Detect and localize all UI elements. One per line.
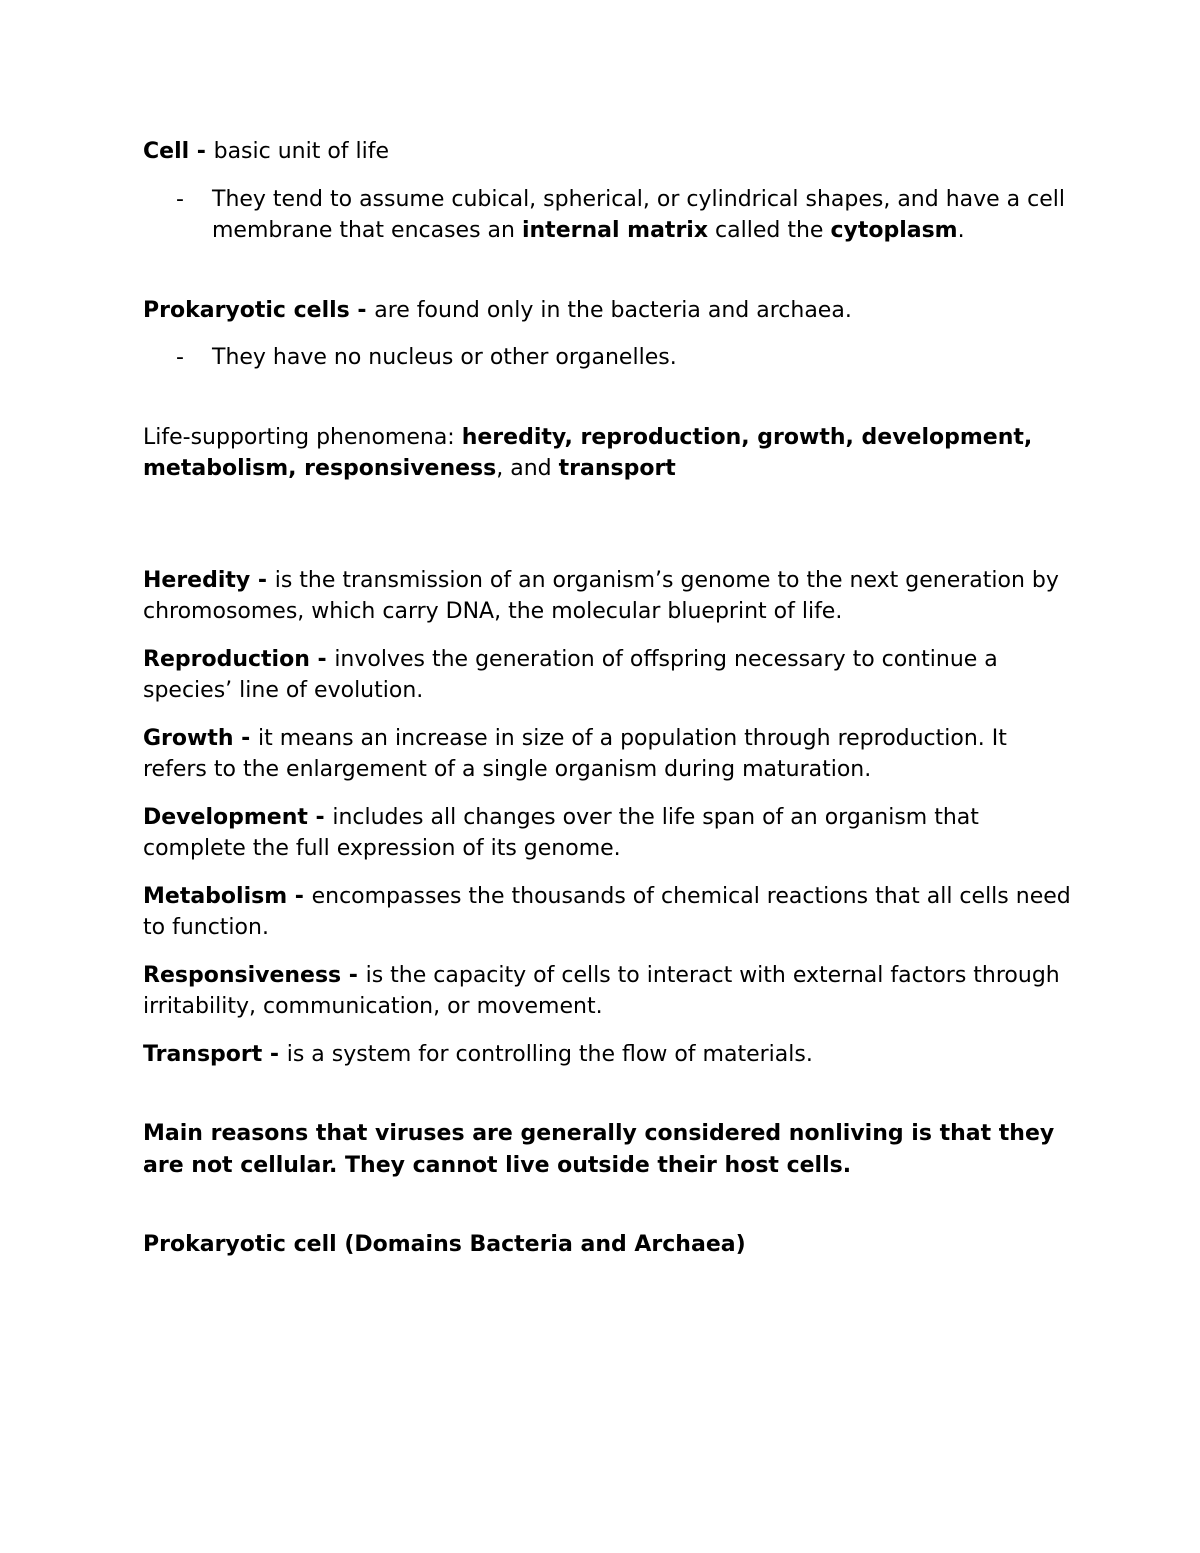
definition-term: Development - [143,804,333,830]
phenomena-intro: Life-supporting phenomena: [143,424,462,450]
cell-bullet [143,184,1073,247]
definition-text: is a system for controlling the flow of materials. [286,1041,813,1067]
definition-text: includes all changes over the life span of an organism that complete the full expression of its genome. [143,804,979,861]
definition-term: Growth - [143,725,258,751]
definition-growth [143,723,1073,786]
viruses-note-text: Main reasons that viruses are generally considered nonliving is that they are not cellular. They cannot live outside their host cells. [143,1121,1055,1178]
definition-term: Transport - [143,1041,287,1067]
phenomena-summary [143,422,1073,485]
definition-text: is the transmission of an organism’s genome to the next generation by chromosomes, which carry DNA, the molecular blueprint of life. [143,567,1059,624]
document-page [143,136,1073,1277]
cell-definition [143,136,1073,168]
definition-text: involves the generation of offspring necessary to continue a species’ line of evolution. [143,646,998,703]
phenomena-conjunction: , and [496,456,559,481]
cell-bullet-text-2: called the [708,218,831,243]
phenomena-last: transport [558,456,676,481]
prokaryotic-bullet [143,342,1073,374]
prokaryotic-definition [143,295,1073,327]
cell-definition-text: basic unit of life [213,139,390,164]
cell-term: Cell - [143,139,214,164]
definition-responsiveness [143,960,1073,1023]
definition-heredity [143,565,1073,628]
cell-bullet-text-3: . [957,218,965,243]
prokaryotic-bullet-text: They have no nucleus or other organelles. [212,345,677,370]
prokaryotic-definition-text: are found only in the bacteria and archaea. [374,297,852,323]
definition-text: encompasses the thousands of chemical reactions that all cells need to function. [143,883,1071,940]
bullet-dash: - [176,345,184,370]
definition-metabolism [143,881,1073,944]
definition-term: Heredity - [143,567,275,593]
definition-reproduction [143,644,1073,707]
phenomena-list: heredity, reproduction, growth, development, metabolism, responsiveness [143,424,1033,481]
definition-transport [143,1039,1073,1071]
definition-text: is the capacity of cells to interact with external factors through irritability, communication, or movement. [143,962,1060,1019]
cell-bullet-bold-1: internal matrix [521,218,709,243]
prokaryotic-heading-text: Prokaryotic cell (Domains Bacteria and Archaea) [143,1232,746,1257]
bullet-dash: - [176,186,184,212]
definition-development [143,802,1073,865]
definition-term: Responsiveness - [143,962,366,988]
definition-term: Reproduction - [143,646,335,672]
definition-term: Metabolism - [143,883,312,909]
definition-text: it means an increase in size of a population through reproduction. It refers to the enlargement of a single organism during maturation. [143,725,1007,782]
prokaryotic-term: Prokaryotic cells - [143,297,375,323]
cell-bullet-bold-2: cytoplasm [830,218,958,243]
cell-bullet-text-1: They tend to assume cubical, spherical, or cylindrical shapes, and have a cell membrane that encases an [212,186,1066,243]
viruses-note [143,1118,1073,1181]
prokaryotic-heading [143,1229,1073,1261]
